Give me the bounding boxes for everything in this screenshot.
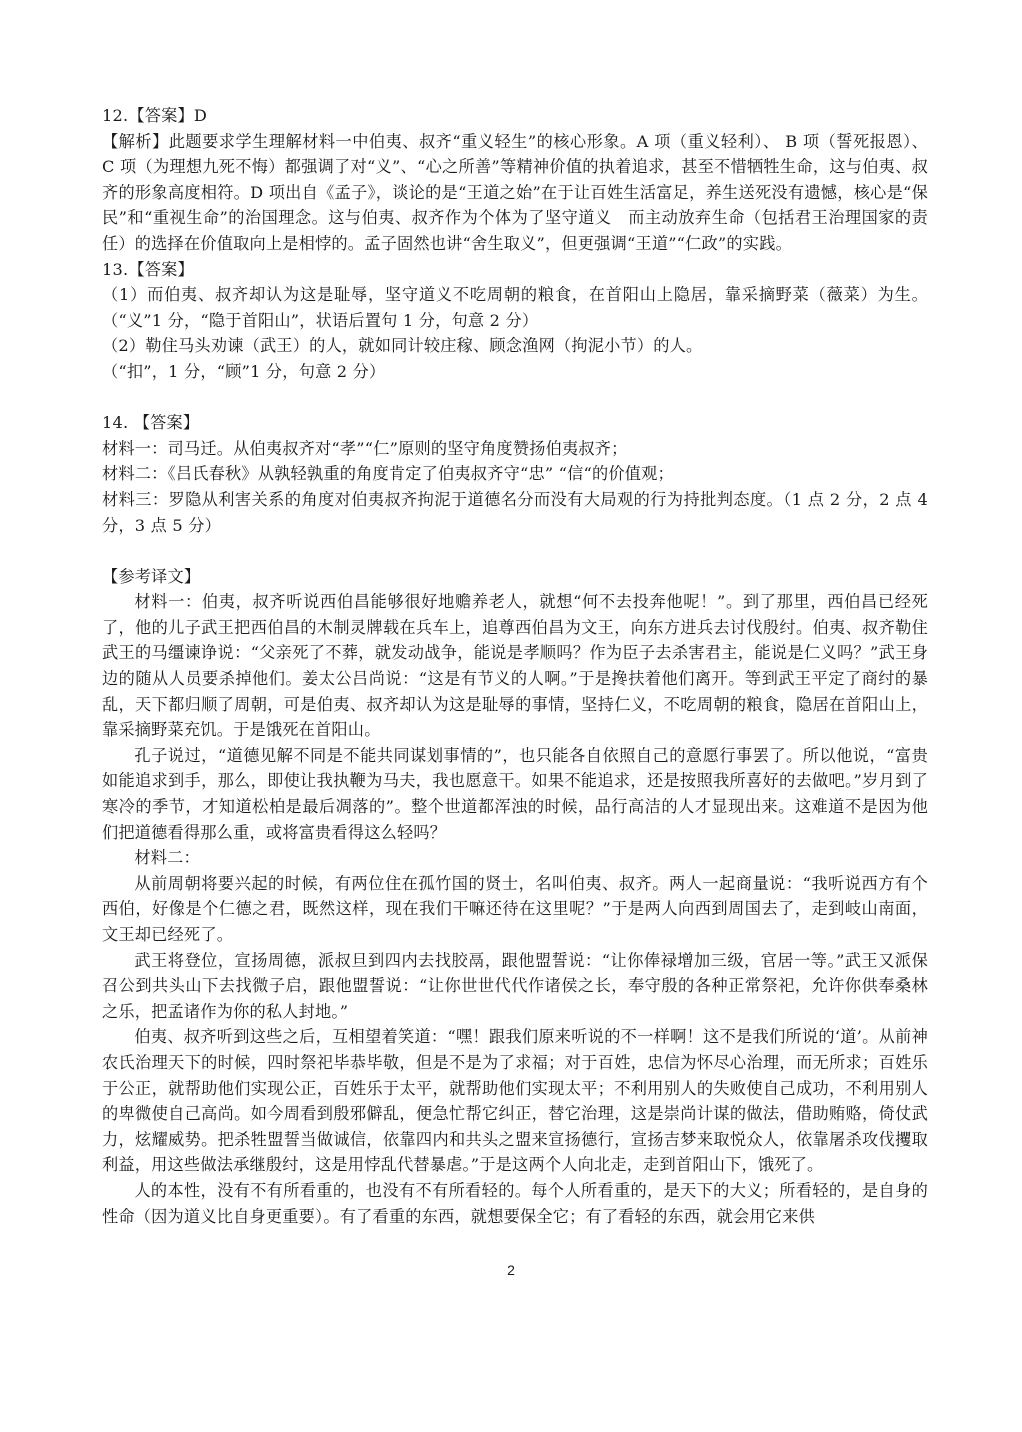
document-body bbox=[102, 103, 928, 1229]
q14-material-2: 材料二：《吕氏春秋》从孰轻孰重的角度肯定了伯夷叔齐守“忠” “信“的价值观； bbox=[102, 464, 674, 484]
q12-analysis: 【解析】此题要求学生理解材料一中伯夷、叔齐“重义轻生”的核心形象。A 项（重义轻利）、 B 项（誓死报恩）、 C 项（为理想九死不悔）都强调了对“义”、“心之所善”等精神价值的执着追求，甚至不惜牺牲生命，这与伯夷、叔齐的形象高度相符。D 项出自《孟子》，谈论的是“王道之始”在于让百姓生活富足，养生送死没有遗憾，核心是“保民”和“重视生命”的治国理念。这与伯夷、叔齐作为个体为了坚守道义 而主动放弃生命（包括君王治理国家的责任）的选择在价值取向上是相悖的。孟子固然也讲“舍生取义”，但更强调“王道”“仁政”的实践。 bbox=[102, 131, 928, 253]
translation-paragraph: 人的本性，没有不有所看重的，也没有不有所看轻的。每个人所看重的，是天下的大义；所看轻的，是自身的性命（因为道义比自身更重要）。有了看重的东西，就想要保全它；有了看轻的东西，就会用它来供 bbox=[102, 1180, 928, 1226]
q14-material-1: 材料一：司马迁。从伯夷叔齐对“孝”“仁”原则的坚守角度赞扬伯夷叔齐； bbox=[102, 438, 628, 458]
page-number: 2 bbox=[507, 1262, 515, 1278]
q12-heading: 12.【答案】D bbox=[102, 106, 208, 125]
q13-scoring-2: （“扣”，1 分，“顾”1 分，句意 2 分） bbox=[102, 361, 386, 381]
translation-paragraph: 伯夷、叔齐听到这些之后，互相望着笑道：“嘿！跟我们原来听说的不一样啊！这不是我们所说的‘道’。从前神农氏治理天下的时候，四时祭祀毕恭毕敬，但是不是为了求福；对于百姓，忠信为怀尽心治理，而无所求；百姓乐于公正，就帮助他们实现公正，百姓乐于太平，就帮助他们实现太平；不利用别人的失败使自己成功，不利用别人的卑微使自己高尚。如今周看到殷邪僻乱，便急忙帮它纠正，替它治理，这是崇尚计谋的做法，借助贿赂，倚仗武力，炫耀威势。把杀牲盟誓当做诚信，依靠四内和共头之盟来宣扬德行，宣扬吉梦来取悦众人，依靠屠杀攻伐攫取利益，用这些做法承继殷纣，这是用悖乱代替暴虐。”于是这两个人向北走，走到首阳山下，饿死了。 bbox=[102, 1027, 928, 1175]
translation-subheading: 材料二： bbox=[134, 848, 200, 868]
translation-paragraph: 孔子说过，“道德见解不同是不能共同谋划事情的”，也只能各自依照自己的意愿行事罢了。所以他说，“富贵如能追求到手，那么，即使让我执鞭为马夫，我也愿意干。如果不能追求，还是按照我所喜好的去做吧。”岁月到了寒冷的季节，才知道松柏是最后凋落的”。整个世道都浑浊的时候，品行高洁的人才显现出来。这难道不是因为他们把道德看得那么重，或将富贵看得这么轻吗？ bbox=[102, 745, 928, 842]
q14-material-3: 材料三：罗隐从利害关系的角度对伯夷叔齐拘泥于道德名分而没有大局观的行为持批判态度。（1 点 2 分，2 点 4 分，3 点 5 分） bbox=[102, 489, 928, 535]
translation-paragraph: 从前周朝将要兴起的时候，有两位住在孤竹国的贤士，名叫伯夷、叔齐。两人一起商量说：“我听说西方有个西伯，好像是个仁德之君，既然这样，现在我们干嘛还待在这里呢？”于是两人向西到周国去了，走到岐山南面，文王却已经死了。 bbox=[102, 873, 928, 944]
q14-heading: 14. 【答案】 bbox=[102, 413, 200, 433]
translation-paragraph: 武王将登位，宣扬周德，派叔旦到四内去找胶鬲，跟他盟誓说：“让你俸禄增加三级，官居一等。”武王又派保召公到共头山下去找微子启，跟他盟誓说：“让你世世代代作诸侯之长，奉守殷的各种正常祭祀，允许你供奉桑林之乐，把孟诸作为你的私人封地。” bbox=[102, 950, 928, 1021]
translation-paragraph: 材料一：伯夷，叔齐听说西伯昌能够很好地赡养老人，就想“何不去投奔他呢！”。到了那里，西伯昌已经死了，他的儿子武王把西伯昌的木制灵牌载在兵车上，追尊西伯昌为文王，向东方进兵去讨伐殷纣。伯夷、叔齐勒住武王的马缰谏诤说：“父亲死了不葬，就发动战争，能说是孝顺吗？作为臣子去杀害君主，能说是仁义吗？”武王身边的随从人员要杀掉他们。姜太公吕尚说：“这是有节义的人啊。”于是搀扶着他们离开。等到武王平定了商纣的暴乱，天下都归顺了周朝，可是伯夷、叔齐却认为这是耻辱的事情，坚持仁义，不吃周朝的粮食，隐居在首阳山上，靠采摘野菜充饥。于是饿死在首阳山。 bbox=[102, 592, 928, 740]
q13-answer-1: （1）而伯夷、叔齐却认为这是耻辱，坚守道义不吃周朝的粮食，在首阳山上隐居，靠采摘野菜（薇菜）为生。（“义”1 分，“隐于首阳山”，状语后置句 1 分，句意 2 分） bbox=[102, 285, 928, 330]
q13-heading: 13.【答案】 bbox=[102, 259, 194, 279]
q13-answer-2: （2）勒住马头劝谏（武王）的人，就如同计较庄稼、顾念渔网（拘泥小节）的人。 bbox=[102, 336, 703, 356]
spacer bbox=[102, 385, 928, 411]
translation-heading: 【参考译文】 bbox=[102, 566, 201, 586]
spacer bbox=[102, 538, 928, 564]
